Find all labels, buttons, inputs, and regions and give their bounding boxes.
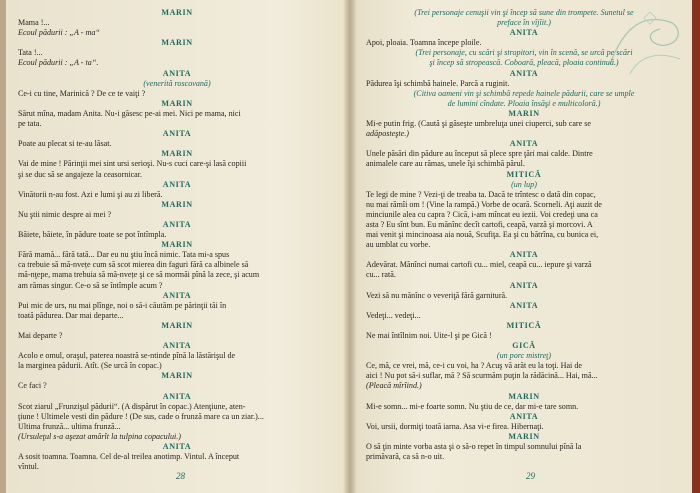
right-page <box>366 8 682 485</box>
text-line: Acolo e omul, oraşul, paterea noastră se-ntinde pînă la lăstărişul de <box>18 351 236 361</box>
speaker-name: ANITA <box>509 139 539 149</box>
text-line: Ultima frunză... ultima frunză... <box>18 421 121 431</box>
speaker-name: MARIN <box>161 98 193 108</box>
text-line: Mi-e putin frig. (Caută şi găseşte umbreluţa unei ciuperci, sub care se <box>366 119 591 129</box>
speaker-name: MITICĂ <box>506 169 542 179</box>
text-line: vîntul. <box>18 462 39 472</box>
italic-line: (Pleacă mîrîind.) <box>366 381 422 391</box>
speaker-name: ANITA <box>509 411 539 421</box>
italic-line: (Ursuleţul s-a aşezat amărît la tulpina copacului.) <box>18 431 181 441</box>
italic-line: adăposteşte.) <box>366 129 409 139</box>
text-line: mai venit şi mincinoasa aia nouă, Scufiţa. Ea şi cu bătrîna, cu bunica ei, <box>366 230 599 240</box>
speaker-name: ANITA <box>162 442 192 452</box>
stage-direction: (Trei personaje, cu scări şi stropitori, vin în scenă, se urcă pe scări <box>415 48 633 58</box>
text-line: şi se duc să se angajeze la ceasornicar. <box>18 169 143 179</box>
speaker-name: MARIN <box>161 371 193 381</box>
speaker-name: ANITA <box>162 290 192 300</box>
left-page <box>18 8 336 485</box>
text-line: asta ? Eu sînt bun. Eu mănînc decît cartofi, ceapă, varză şi morcovi. A <box>366 219 593 229</box>
speaker-name: ANITA <box>509 300 539 310</box>
text-line: cu... rată. <box>366 270 396 280</box>
stage-direction: (un lup) <box>511 179 537 189</box>
speaker-name: MARIN <box>161 199 193 209</box>
speaker-name: MARIN <box>161 38 193 48</box>
text-line: Băiete, băiete, în pădure toate se pot întîmpla. <box>18 230 167 240</box>
text-line: ca trebuie să mă-nvețe cum să scot mierea din faguri fără ca albinele să <box>18 260 249 270</box>
speaker-name: ANITA <box>162 219 192 229</box>
speaker-name: ANITA <box>162 179 192 189</box>
text-line: Vinătorii n-au fost. Azi e lumi şi au zi liberă. <box>18 189 163 199</box>
stage-direction: preface în vîjîit.) <box>497 18 551 28</box>
text-line: A sosit toamna. Toamna. Cel de-al treilea anotimp. Vintul. A început <box>18 452 240 462</box>
text-line: Adevărat. Mănînci numai cartofi cu... miel, ceapă cu... iepure şi varză <box>366 260 592 270</box>
text-line: Te legi de mine ? Vezi-ţi de treaba ta. Dacă te trîntesc o dată din copac, <box>366 189 596 199</box>
speaker-name: MARIN <box>508 108 540 118</box>
stage-direction: (un porc mistreţ) <box>496 351 552 361</box>
text-line: Pui mic de urs, nu mai plînge, noi o să-i căutăm pe părinţii tăi în <box>18 300 227 310</box>
text-line: animalele care au rămas, unele îşi schimbă părul. <box>366 159 525 169</box>
page-number-right: 29 <box>526 471 535 481</box>
speaker-name: ANITA <box>509 68 539 78</box>
speaker-name: ANITA <box>162 341 192 351</box>
text-line: Pădurea îşi schimbă hainele. Parcă a ruginit. <box>366 78 510 88</box>
speaker-name: ANITA <box>162 68 192 78</box>
text-line: Nu ştii nimic despre ai mei ? <box>18 209 112 219</box>
text-line: Vedeţi... vedeţi... <box>366 310 421 320</box>
text-line: Fără mamă... fără tată... Dar eu nu ştiu încă nimic. Tata mi-a spus <box>18 250 230 260</box>
stage-direction: (venerită roscovană) <box>143 78 211 88</box>
text-line: Tata !... <box>18 48 43 58</box>
italic-line: Ecoul pădurii : „A - ma“ <box>18 28 100 38</box>
speaker-name: ANITA <box>509 250 539 260</box>
text-line: Ne mai întîlnim noi. Uite-l şi pe Gică ! <box>366 331 492 340</box>
speaker-name: MARIN <box>161 320 193 330</box>
text-line: Ce-i cu tine, Marinică ? De ce te vaiţi ? <box>18 88 146 98</box>
text-line: au umblat cu vorbe. <box>366 240 431 250</box>
speaker-name: ANITA <box>162 129 192 139</box>
speaker-name: ANITA <box>509 280 539 290</box>
text-line: Scot ziarul „Frunzişul pădurii“. (A dispărut în copac.) Atenţiune, aten- <box>18 401 246 411</box>
speaker-name: MARIN <box>508 431 540 441</box>
stage-direction: şi încep să stropească. Coboară, pleacă, ploaia continuă.) <box>429 58 619 68</box>
book-cover-edge-right <box>692 0 700 493</box>
text-line: nu mai rămîi om ! (Vine la rampă.) Vorbe de ocară. Scorneli. Aţi auzit de <box>366 199 602 209</box>
speaker-name: MARIN <box>161 149 193 159</box>
text-line: Sărut mîna, madam Anita. Nu-i găsesc pe-ai mei. Nici pe mama, nici <box>18 108 241 118</box>
text-line: O să ţin minte vorba asta şi o să-o repet în timpul somnului pînă la <box>366 442 582 452</box>
book-gutter <box>343 0 357 493</box>
text-line: Unele păsări din pădure au început să plece spre ţări mai calde. Dintre <box>366 149 593 159</box>
speaker-name: ANITA <box>162 391 192 401</box>
text-line: Vai de mine ! Părinţii mei sint ursi serioşi. Nu-s cuci care-şi lasă copiii <box>18 159 247 169</box>
text-line: Mai departe ? <box>18 331 63 340</box>
speaker-name: MARIN <box>161 8 193 17</box>
stage-direction: (Trei personaje cenuşii vin şi încep să sune din trompete. Sunetul se <box>414 8 634 17</box>
left-page-text <box>18 8 336 472</box>
text-line: Voi, ursii, dormiţi toată iarna. Asa vi-e firea. Hibernaţi. <box>366 421 544 431</box>
stage-direction: de lumini cîndate. Ploaia însăşi e multicoloră.) <box>447 98 601 108</box>
text-line: am rămas singur. Ce-o să se întîmple acum ? <box>18 280 163 290</box>
text-line: mă-nţepe, mama trebuia să mă-nvețe şi ce să mormăi pînă la zece, şi acum <box>18 270 260 280</box>
text-line: Vezi să nu mănînc o veveriţă fără garnitură. <box>366 290 508 300</box>
text-line: la marginea pădurii. Atît. (Se urcă în copac.) <box>18 361 162 371</box>
text-line: Poate au plecat si te-au lăsat. <box>18 139 112 149</box>
text-line: pe tata. <box>18 119 42 129</box>
text-line: toată pădurea. Dar mai departe... <box>18 310 124 320</box>
text-line: aici ! Nu pot să-i suflar, mă ? Să scurmăm puţin la rădăcină... Hai, mă... <box>366 371 598 381</box>
text-line: Apoi, ploaia. Toamna începe ploile. <box>366 38 482 48</box>
italic-line: Ecoul pădurii : „A - ta“. <box>18 58 99 68</box>
text-line: Ce, mă, ce vrei, mă, ce-i cu voi, ha ? Acuş vă arăt eu la toţi. Hai de <box>366 361 582 371</box>
text-line: minciunile alea cu capra ? Cică, i-am mîncat eu iezii. Voi credeţi una ca <box>366 209 598 219</box>
speaker-name: GICĂ <box>512 341 536 351</box>
page-number-left: 28 <box>176 471 185 481</box>
text-line: Mama !... <box>18 18 50 28</box>
text-line: Ce faci ? <box>18 381 47 391</box>
text-line: Mi-e somn... mi-e foarte somn. Nu ştiu de ce, dar mi-e tare somn. <box>366 401 579 411</box>
book-edge-left <box>0 0 6 493</box>
text-line: primăvară, ca să n-o uit. <box>366 452 445 462</box>
speaker-name: ANITA <box>509 28 539 38</box>
stage-direction: (Citiva oameni vin şi schimbă repede hainele pădurii, care se umple <box>413 88 635 98</box>
text-line: ţiune ! Ultimele vesti din pădure ! (De sus, cade o frunză mare ca un ziar.)... <box>18 411 264 421</box>
speaker-name: MARIN <box>161 240 193 250</box>
speaker-name: MARIN <box>508 391 540 401</box>
speaker-name: MITICĂ <box>506 320 542 330</box>
right-page-text <box>366 8 682 462</box>
